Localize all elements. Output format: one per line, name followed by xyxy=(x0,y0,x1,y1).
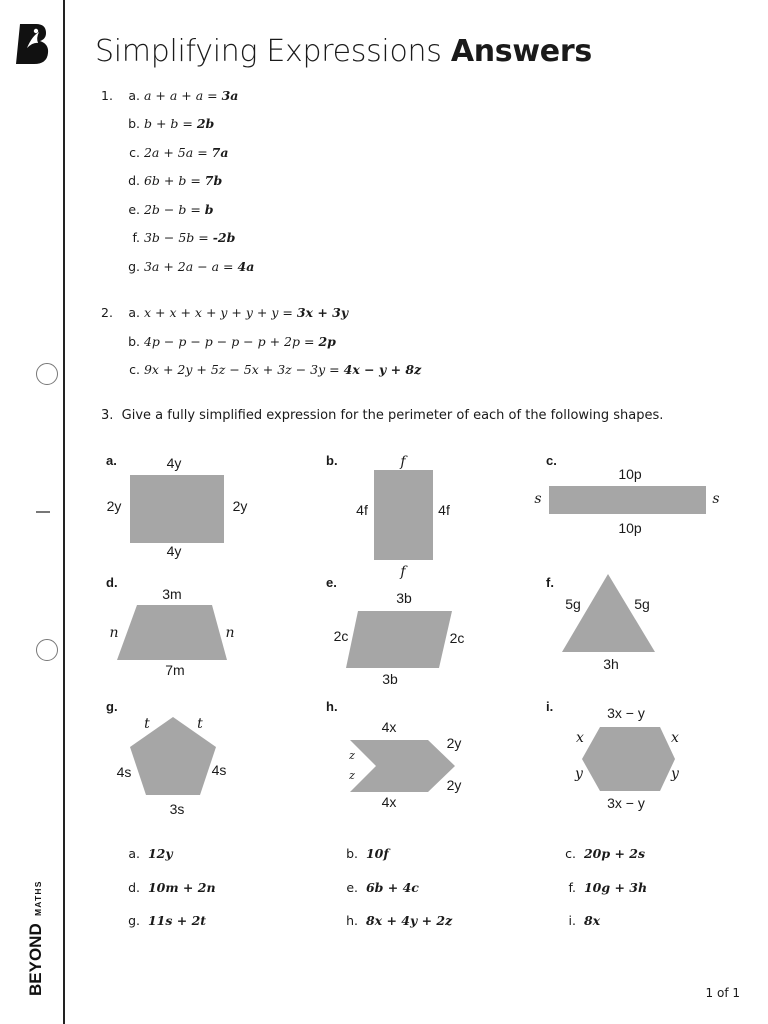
item-answer: 7a xyxy=(211,145,229,160)
shape-g-pentagon xyxy=(130,717,216,795)
item-answer: 4a xyxy=(237,259,255,274)
shape-i-bottom: 3x − y xyxy=(607,795,645,811)
shape-h-right-top: 2y xyxy=(446,735,462,751)
shape-c-label: c. xyxy=(546,453,557,468)
beyond-logo-icon xyxy=(14,22,52,66)
shape-g-top-left: t xyxy=(144,716,150,732)
q3-prompt: 3. Give a fully simplified expression for the perimeter of each of the following shapes. xyxy=(101,408,664,423)
shape-b-label: b. xyxy=(326,453,338,468)
list-item xyxy=(120,230,235,245)
shape-i-label: i. xyxy=(546,699,554,714)
shape-i-right-top: x xyxy=(671,730,679,746)
shape-b-bottom: f xyxy=(400,564,406,580)
item-expression: 3b − 5b = xyxy=(143,230,213,245)
item-letter: a. xyxy=(128,305,140,320)
brand-word-beyond: BEYOND xyxy=(26,923,45,996)
list-item xyxy=(120,88,238,103)
list-item xyxy=(120,362,421,377)
shape-i-top: 3x − y xyxy=(607,705,645,721)
answer-item xyxy=(120,913,206,928)
answer-value: 20p + 2s xyxy=(583,846,646,861)
answer-item xyxy=(556,913,600,928)
shape-a-bottom: 4y xyxy=(166,543,182,559)
shape-g-label: g. xyxy=(106,699,118,714)
answer-value: 8x + 4y + 2z xyxy=(365,913,453,928)
brand-word-maths: MATHS xyxy=(33,880,43,916)
shape-b-left: 4f xyxy=(356,502,368,518)
item-answer: 4x − y + 8z xyxy=(343,362,422,377)
shape-d-bottom: 7m xyxy=(165,662,185,678)
shape-d-right: n xyxy=(225,625,235,641)
shape-h-right-bottom: 2y xyxy=(446,777,462,793)
item-letter: g. xyxy=(128,259,140,274)
answer-letter: g. xyxy=(128,913,140,928)
answer-letter: a. xyxy=(128,846,140,861)
shape-c-left: s xyxy=(534,491,542,507)
list-item xyxy=(120,259,254,274)
item-letter: e. xyxy=(128,202,140,217)
shape-f-label: f. xyxy=(546,575,554,590)
shape-a-right: 2y xyxy=(232,498,248,514)
item-answer: b xyxy=(204,202,214,217)
item-letter: b. xyxy=(128,116,140,131)
shape-g-top-right: t xyxy=(197,716,203,732)
shape-e-bottom: 3b xyxy=(382,671,398,687)
answer-letter: e. xyxy=(346,880,358,895)
shape-d-left: n xyxy=(109,625,119,641)
answer-letter: i. xyxy=(568,913,576,928)
item-answer: 7b xyxy=(204,173,223,188)
brand-wordmark xyxy=(14,858,54,998)
item-letter: c. xyxy=(129,145,140,160)
item-expression: x + x + x + y + y + y = xyxy=(143,305,297,320)
shape-a-top: 4y xyxy=(166,455,182,471)
shape-i-left-bottom: y xyxy=(575,766,583,782)
list-item xyxy=(120,305,348,320)
answer-item xyxy=(338,913,452,928)
page-number: 1 of 1 xyxy=(705,986,740,1000)
shape-e-parallelogram xyxy=(346,611,452,668)
answer-value: 6b + 4c xyxy=(365,880,419,895)
item-letter: c. xyxy=(129,362,140,377)
shape-h-left-bottom: z xyxy=(349,769,355,782)
shape-d-trapezium xyxy=(117,605,227,660)
shape-c-top: 10p xyxy=(618,466,642,482)
item-letter: b. xyxy=(128,334,140,349)
item-answer: 3x + 3y xyxy=(296,305,349,320)
q2-number: 2. xyxy=(101,305,113,320)
shape-b-top: f xyxy=(400,454,406,470)
shape-b-right: 4f xyxy=(438,502,450,518)
shape-f-triangle xyxy=(562,574,655,652)
shape-g-bottom: 3s xyxy=(169,801,185,817)
punch-hole-top xyxy=(36,363,58,385)
answer-letter: f. xyxy=(568,880,576,895)
item-expression: 3a + 2a − a = xyxy=(143,259,238,274)
answer-item xyxy=(338,880,419,895)
shape-h-top: 4x xyxy=(381,719,397,735)
shape-i-right-bottom: y xyxy=(671,766,679,782)
shape-a-rectangle xyxy=(130,475,224,543)
shape-b-rectangle xyxy=(374,470,433,560)
answer-item xyxy=(338,846,389,861)
item-letter: a. xyxy=(128,88,140,103)
answer-letter: c. xyxy=(565,846,576,861)
item-answer: 3a xyxy=(221,88,239,103)
shape-c-rectangle xyxy=(549,486,706,514)
shape-g-right: 4s xyxy=(211,762,227,778)
answer-item xyxy=(556,846,645,861)
item-answer: 2b xyxy=(196,116,215,131)
answer-value: 10f xyxy=(365,846,389,861)
shape-f-bottom: 3h xyxy=(603,656,619,672)
shapes-diagram xyxy=(0,440,768,830)
answer-letter: h. xyxy=(346,913,358,928)
shape-e-label: e. xyxy=(326,575,337,590)
q1-number: 1. xyxy=(101,88,113,103)
list-item xyxy=(120,145,228,160)
item-expression: 9x + 2y + 5z − 5x + 3z − 3y = xyxy=(143,362,344,377)
page-title: Simplifying Expressions Answers xyxy=(95,34,592,69)
shape-h-bottom: 4x xyxy=(381,794,397,810)
shape-a-left: 2y xyxy=(106,498,122,514)
shape-a-label: a. xyxy=(106,453,117,468)
item-expression: 2b − b = xyxy=(143,202,205,217)
shape-h-label: h. xyxy=(326,699,338,714)
answer-letter: d. xyxy=(128,880,140,895)
shape-i-hexagon xyxy=(582,727,675,791)
answer-value: 10g + 3h xyxy=(583,880,648,895)
item-answer: -2b xyxy=(212,230,236,245)
answer-value: 10m + 2n xyxy=(147,880,216,895)
shape-e-right: 2c xyxy=(449,630,465,646)
shape-d-top: 3m xyxy=(162,586,182,602)
item-expression: a + a + a = xyxy=(143,88,222,103)
list-item xyxy=(120,116,214,131)
item-letter: f. xyxy=(132,230,140,245)
shape-h-left-top: z xyxy=(349,749,355,762)
list-item xyxy=(120,173,222,188)
shape-c-right: s xyxy=(712,491,720,507)
answer-value: 11s + 2t xyxy=(147,913,207,928)
item-expression: 4p − p − p − p − p + 2p = xyxy=(143,334,319,349)
shape-h-chevron xyxy=(350,740,455,792)
item-letter: d. xyxy=(128,173,140,188)
shape-f-left: 5g xyxy=(565,596,581,612)
shape-f-right: 5g xyxy=(634,596,650,612)
shape-g-left: 4s xyxy=(116,764,132,780)
answer-item xyxy=(120,880,216,895)
answer-letter: b. xyxy=(346,846,358,861)
item-expression: b + b = xyxy=(143,116,197,131)
item-expression: 2a + 5a = xyxy=(143,145,212,160)
shape-e-left: 2c xyxy=(333,628,349,644)
shape-d-label: d. xyxy=(106,575,118,590)
list-item xyxy=(120,334,336,349)
answer-value: 8x xyxy=(583,913,601,928)
answer-value: 12y xyxy=(147,846,173,861)
answer-item xyxy=(556,880,647,895)
shape-e-top: 3b xyxy=(396,590,412,606)
shape-c-bottom: 10p xyxy=(618,520,642,536)
item-answer: 2p xyxy=(318,334,336,349)
list-item xyxy=(120,202,214,217)
answer-item xyxy=(120,846,173,861)
item-expression: 6b + b = xyxy=(143,173,205,188)
shape-i-left-top: x xyxy=(576,730,584,746)
